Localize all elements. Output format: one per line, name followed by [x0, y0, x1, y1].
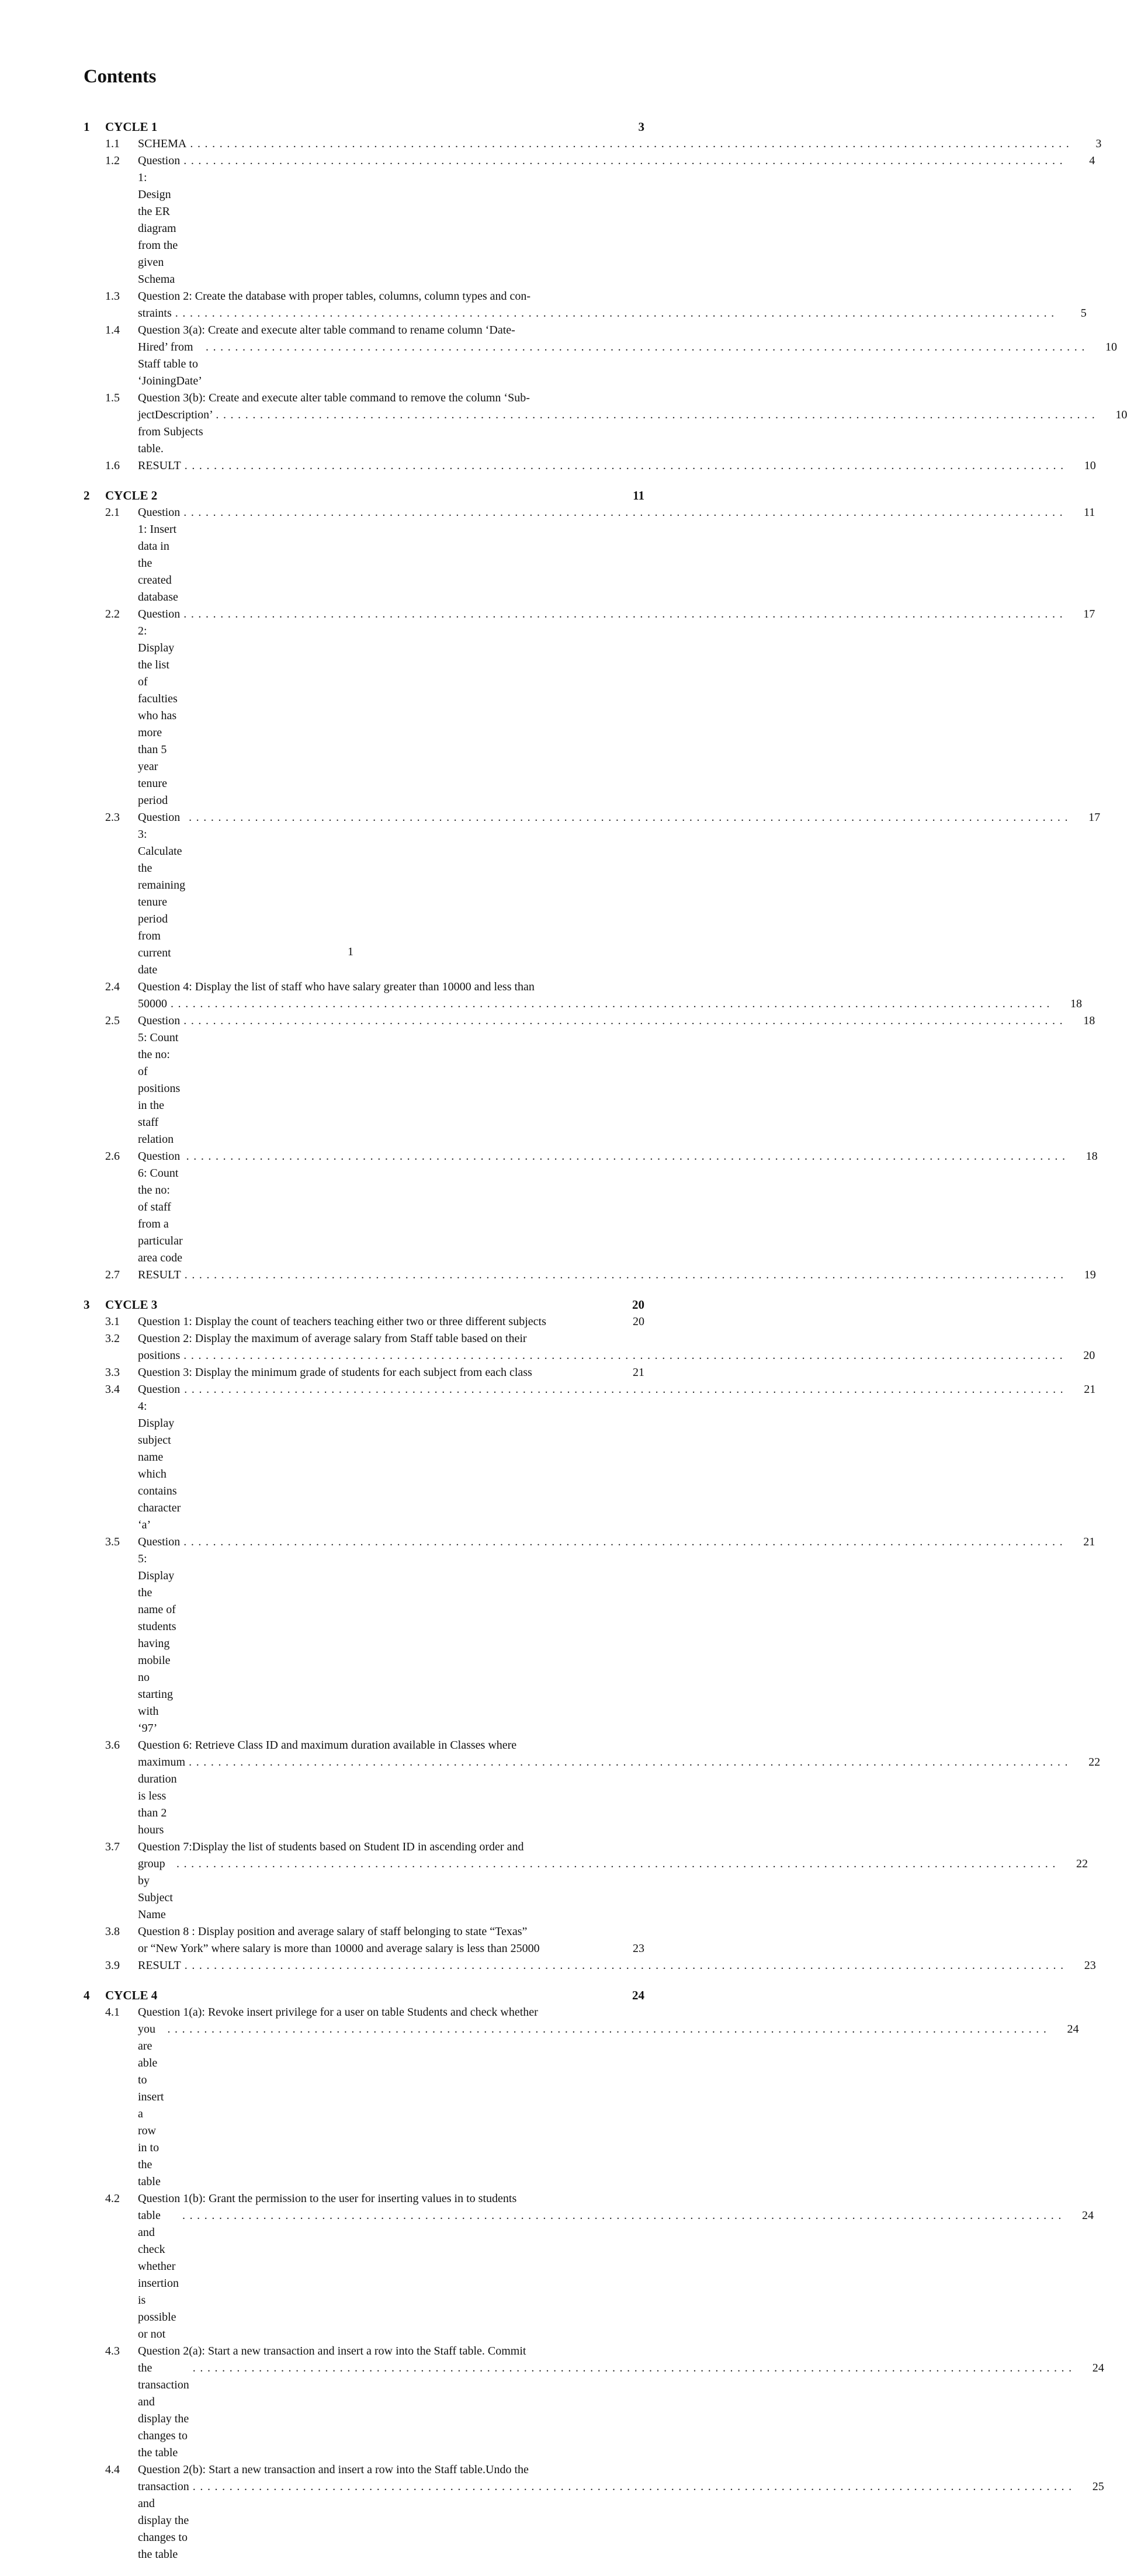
dot-leader: ........................................................................................................................ — [192, 2362, 1076, 2374]
entry-title-line: you are able to insert a row in to the table — [138, 2021, 164, 2190]
dot-leader: ........................................................................................................................ — [176, 1857, 1060, 1870]
entry-page-number: 22 — [1076, 1857, 1088, 1870]
entry-title-line: Question 2: Display the maximum of average salary from Staff table based on their — [138, 1330, 527, 1347]
entry-title-line: jectDescription’ from Subjects table. — [138, 407, 212, 457]
entry-page-number: 4 — [1089, 154, 1095, 167]
entry-page-number: 21 — [1084, 1383, 1096, 1396]
entry-title-line: Question 7:Display the list of students based on Student ID in ascending order and — [138, 1839, 523, 1856]
entry-title-line: straints — [138, 305, 172, 322]
entry-title-line: Question 6: Count the no: of staff from a particular area code — [138, 1148, 183, 1267]
toc-entry[interactable] — [84, 979, 1082, 1013]
entry-page-number: 21 — [1083, 1535, 1095, 1548]
entry-page-number: 19 — [1084, 1268, 1096, 1281]
toc-entry[interactable] — [84, 1839, 1088, 1923]
toc-entry[interactable] — [84, 1013, 1095, 1148]
entry-number: 3.7 — [105, 1840, 120, 1853]
section-heading[interactable] — [84, 1296, 644, 1313]
entry-page-number: 10 — [1105, 341, 1117, 353]
entry-title-line: Question 2(b): Start a new transaction and insert a row into the Staff table.Undo the — [138, 2461, 529, 2478]
entry-title-line: Question 4: Display subject name which contains character ‘a’ — [138, 1381, 181, 1534]
entry-number: 3.4 — [105, 1383, 120, 1396]
toc-entry[interactable] — [84, 1957, 1096, 1974]
page-number: 1 — [348, 945, 353, 958]
entry-title-line: Question 3(b): Create and execute alter table command to remove the column ‘Sub- — [138, 390, 530, 407]
dot-leader: ........................................................................................................................ — [184, 459, 1068, 472]
section-number: 1 — [84, 120, 90, 134]
section-number: 4 — [84, 1988, 90, 2002]
toc-entry[interactable] — [84, 1534, 1095, 1737]
entry-page-number: 17 — [1083, 608, 1095, 620]
toc-section — [84, 487, 1101, 1284]
entry-page-number: 20 — [633, 1315, 644, 1328]
entry-title-line: or “New York” where salary is more than 10000 and average salary is less than 25000 — [138, 1940, 540, 1957]
entry-page-number: 22 — [1088, 1756, 1101, 1769]
entry-title-line: Question 3: Display the minimum grade of students for each subject from each class — [138, 1364, 532, 1381]
toc-section — [84, 1296, 1101, 1974]
entry-title-line: SCHEMA — [138, 136, 186, 152]
entry-title-line: RESULT — [138, 457, 181, 474]
section-title: CYCLE 1 — [105, 120, 158, 134]
entry-title-line: RESULT — [138, 1957, 181, 1974]
toc-entry[interactable] — [84, 457, 1096, 474]
entry-title-line: maximum duration is less than 2 hours — [138, 1754, 185, 1839]
entry-page-number: 18 — [1070, 997, 1082, 1010]
entry-number: 1.3 — [105, 290, 120, 303]
entry-number: 4.3 — [105, 2345, 120, 2357]
entry-number: 4.1 — [105, 2006, 120, 2019]
entry-number: 3.6 — [105, 1739, 120, 1752]
entry-number: 2.7 — [105, 1268, 120, 1281]
toc-entry[interactable] — [84, 504, 1095, 606]
entry-title-line: RESULT — [138, 1267, 181, 1284]
entry-page-number: 10 — [1084, 459, 1096, 472]
dot-leader: ........................................................................................................................ — [184, 1959, 1068, 1972]
dot-leader: ........................................................................................................................ — [184, 1268, 1068, 1281]
toc-entry[interactable] — [84, 322, 1117, 390]
toc-entry[interactable] — [84, 1381, 1096, 1534]
entry-title-line: Question 5: Count the no: of positions in the staff relation — [138, 1013, 180, 1148]
entry-number: 1.6 — [105, 459, 120, 472]
entry-title-line: the transaction and display the changes to the table — [138, 2360, 189, 2461]
toc-entry[interactable] — [84, 1330, 1095, 1364]
dot-leader: ........................................................................................................................ — [183, 154, 1067, 167]
toc-section — [84, 119, 1127, 474]
entry-number: 3.2 — [105, 1332, 120, 1345]
entry-title-line: transaction and display the changes to the table — [138, 2478, 189, 2563]
entry-number: 4.2 — [105, 2192, 120, 2205]
entry-page-number: 23 — [633, 1942, 644, 1955]
entry-title-line: group by Subject Name — [138, 1856, 173, 1923]
entry-number: 1.2 — [105, 154, 120, 167]
entry-page-number: 24 — [1067, 2023, 1079, 2036]
entry-title-line: Hired’ from Staff table to ‘JoiningDate’ — [138, 339, 202, 390]
toc-entry[interactable] — [84, 1364, 644, 1381]
entry-number: 3.5 — [105, 1535, 120, 1548]
section-title: CYCLE 2 — [105, 488, 158, 502]
entry-page-number: 25 — [1092, 2480, 1104, 2493]
entry-title-line: Question 3(a): Create and execute alter table command to rename column ‘Date- — [138, 322, 515, 339]
dot-leader: ........................................................................................................................ — [171, 997, 1054, 1010]
section-page-number: 3 — [638, 120, 644, 134]
toc-entry[interactable] — [84, 606, 1095, 809]
toc-entry[interactable] — [84, 1148, 1098, 1267]
dot-leader: ........................................................................................................................ — [183, 608, 1067, 620]
dot-leader: ........................................................................................................................ — [189, 1756, 1073, 1769]
entry-page-number: 11 — [1083, 506, 1095, 519]
toc-entry[interactable] — [84, 1923, 644, 1957]
entry-title-line: 50000 — [138, 996, 167, 1013]
entry-title-line: positions — [138, 1347, 180, 1364]
toc-entry[interactable] — [84, 2004, 1079, 2190]
entry-title-line: Question 2: Create the database with proper tables, columns, column types and con- — [138, 288, 530, 305]
entry-title-line: Question 1: Display the count of teachers teaching either two or three different subjects — [138, 1313, 546, 1330]
entry-number: 2.5 — [105, 1014, 120, 1027]
dot-leader: ........................................................................................................................ — [184, 1383, 1068, 1396]
entry-page-number: 17 — [1088, 811, 1101, 824]
dot-leader: ........................................................................................................................ — [205, 341, 1089, 353]
entry-title-line: Question 8 : Display position and average salary of staff belonging to state “Texas” — [138, 1923, 527, 1940]
toc-entry[interactable] — [84, 2190, 1094, 2343]
dot-leader: ........................................................................................................................ — [192, 2480, 1076, 2493]
dot-leader: ........................................................................................................................ — [182, 2209, 1066, 2222]
entry-title-line: Question 1: Design the ER diagram from the given Schema — [138, 152, 180, 288]
entry-title-line: Question 4: Display the list of staff who have salary greater than 10000 and less than — [138, 979, 535, 996]
dot-leader: ........................................................................................................................ — [189, 811, 1073, 824]
dot-leader: ........................................................................................................................ — [183, 1535, 1067, 1548]
entry-title-line: Question 2: Display the list of faculties who has more than 5 year tenure period — [138, 606, 180, 809]
entry-page-number: 18 — [1086, 1150, 1098, 1163]
entry-number: 4.4 — [105, 2463, 120, 2476]
toc-entry[interactable] — [84, 390, 1127, 457]
toc-entry[interactable] — [84, 152, 1095, 288]
section-heading[interactable] — [84, 487, 644, 504]
entry-number: 2.6 — [105, 1150, 120, 1163]
entry-title-line: table and check whether insertion is possible or not — [138, 2207, 179, 2343]
entry-number: 3.8 — [105, 1925, 120, 1938]
section-number: 2 — [84, 488, 90, 502]
entry-title-line: Question 6: Retrieve Class ID and maximum duration available in Classes where — [138, 1737, 516, 1754]
entry-title-line: Question 3: Calculate the remaining tenure period from current date — [138, 809, 185, 979]
entry-title-line: Question 5: Display the name of students having mobile no starting with ‘97’ — [138, 1534, 180, 1737]
toc-entry[interactable] — [84, 1737, 1101, 1839]
entry-page-number: 10 — [1115, 408, 1127, 421]
entry-title-line: Question 1(b): Grant the permission to the user for inserting values in to students — [138, 2190, 516, 2207]
entry-number: 2.4 — [105, 980, 120, 993]
entry-number: 3.1 — [105, 1315, 120, 1328]
toc-entry[interactable] — [84, 2343, 1104, 2461]
entry-page-number: 24 — [1092, 2362, 1104, 2374]
entry-number: 1.5 — [105, 391, 120, 404]
entry-number: 1.4 — [105, 324, 120, 337]
section-page-number: 11 — [633, 488, 644, 502]
dot-leader: ........................................................................................................................ — [216, 408, 1100, 421]
toc-entry[interactable] — [84, 136, 1102, 152]
dot-leader: ........................................................................................................................ — [183, 1014, 1067, 1027]
entry-number: 2.1 — [105, 506, 120, 519]
entry-number: 3.3 — [105, 1366, 120, 1379]
entry-title-line: Question 1(a): Revoke insert privilege for a user on table Students and check whether — [138, 2004, 538, 2021]
section-number: 3 — [84, 1298, 90, 1312]
toc-entry[interactable] — [84, 2461, 1104, 2563]
toc-entry[interactable] — [84, 1267, 1096, 1284]
section-title: CYCLE 3 — [105, 1298, 158, 1312]
entry-page-number: 23 — [1084, 1959, 1096, 1972]
entry-page-number: 5 — [1080, 307, 1087, 320]
dot-leader: ........................................................................................................................ — [190, 137, 1074, 150]
entry-page-number: 18 — [1083, 1014, 1095, 1027]
entry-number: 3.9 — [105, 1959, 120, 1972]
toc-entry[interactable] — [84, 288, 1087, 322]
section-heading[interactable] — [84, 1987, 644, 2004]
toc-entry[interactable] — [84, 1313, 644, 1330]
dot-leader: ........................................................................................................................ — [183, 506, 1067, 519]
entry-title-line: Question 2(a): Start a new transaction and insert a row into the Staff table. Commit — [138, 2343, 526, 2360]
section-heading[interactable] — [84, 119, 644, 136]
dot-leader: ........................................................................................................................ — [167, 2023, 1051, 2036]
entry-number: 2.3 — [105, 811, 120, 824]
toc-section — [84, 1987, 1104, 2563]
table-of-contents — [84, 119, 1127, 2576]
dot-leader: ........................................................................................................................ — [183, 1349, 1067, 1362]
section-page-number: 20 — [632, 1298, 644, 1312]
section-title: CYCLE 4 — [105, 1988, 158, 2002]
entry-page-number: 3 — [1095, 137, 1102, 150]
section-page-number: 24 — [632, 1988, 644, 2002]
entry-page-number: 20 — [1083, 1349, 1095, 1362]
entry-number: 1.1 — [105, 137, 120, 150]
dot-leader: ........................................................................................................................ — [186, 1150, 1070, 1163]
entry-number: 2.2 — [105, 608, 120, 620]
dot-leader: ........................................................................................................................ — [175, 307, 1059, 320]
entry-page-number: 24 — [1081, 2209, 1094, 2222]
entry-page-number: 21 — [633, 1366, 644, 1379]
page-title: Contents — [84, 66, 157, 87]
entry-title-line: Question 1: Insert data in the created database — [138, 504, 180, 606]
